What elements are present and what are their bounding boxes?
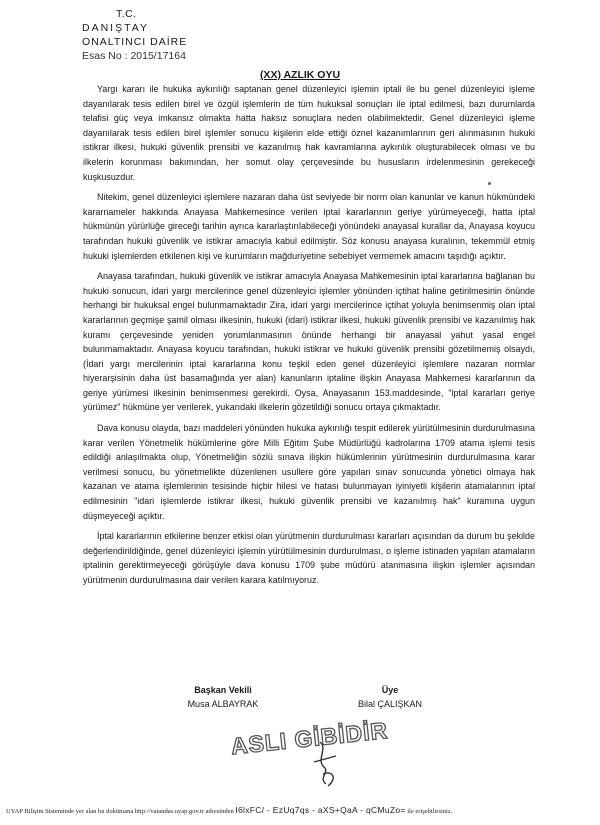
footer-suffix: ile erişebilirsiniz. [407,808,453,815]
footer-prefix: UYAP Bilişim Sisteminde yer alan bu dokümana http://vatandas.uyap.gov.tr adresinden [6,808,234,815]
stray-mark [488,182,491,185]
president-role: Başkan Vekili [194,685,252,695]
case-label: Esas No [82,50,122,62]
stamp-text: ASLI GİBİDİR [229,717,390,760]
paragraph: Dava konusu olayda, bazı maddeleri yönünden hukuka aykırılığı tespit edilerek yürütülmesinin durdurulmasına karar verilen Yönetmelik hükümlerine göre Milli Eğitim Şube Müdürlüğü kadrolarına 1709 atama işlemi tesis edildiği anlaşılmakta olup, Yönetmeliğin sözlü sınava ilişkin hükümlerinin yürütmesinin durdurulmasına karar verilmesi sonucu, bu yönetmelikte düzenlenen usullere göre yapılan sınav sonucunda yönetici olmaya hak kazanan ve atama işlemlerinin tesisinde hiçbir hilesi ve hatası bulunmayan iyiniyetli kişilerin atamalarının iptal edilmesinin "idari işlemlerde istikrar ilkesi, hukuki güvenlik prensibi ve kazanılmış hak" kuramına uygun düşmeyeceği açıktır. [83,423,535,521]
verification-code[interactable]: I6lxFC/ - EzUq7qs - aXS+QaA - qCMuZo= [235,805,406,815]
case-number-line [82,49,187,63]
president-name: Musa ALBAYRAK [187,699,259,709]
member-signature-block [335,683,445,711]
member-role: Üye [381,685,399,695]
document-header [82,7,187,63]
stamp-lettering [230,717,390,759]
department-name: ONALTINCI DAİRE [82,36,188,48]
paragraph: Nitekim, genel düzenleyici işlemlere nazaran daha üst seviyede bir norm olan kanunlar ve kanun hükmündeki kararnameler hakkında Anayasa Mahkemesince verilen iptal kararlarının geriye yürümeyeceği, hatta iptal hükmünün yürürlüğe gireceği tarihin ayrıca kararlaştırılabileceği yönündeki anayasal kurallar da, Anayasa koyucu tarafından hukuki güvenlik ve istikrar amacıyla kabul edilmiştir. Söz konusu anayasa kuralının, tekemmül etmiş hukuki işlemlerden etkilenen kişi ve kurumların mağduriyetine sebebiyet vermemek amacını taşıdığı açıktır. [83,192,535,261]
opinion-title: (XX) AZLIK OYU [259,69,341,81]
original-copy-stamp [228,712,390,792]
president-signature-block [168,683,278,711]
opinion-body [83,82,535,594]
republic-label: T.C. [116,8,137,20]
paragraph: İptal kararlarının etkilerine benzer etkisi olan yürütmenin durdurulması kararları açısından da durum bu şekilde değerlendirildiğinde, genel düzenleyici işlemin yürütülmesinin durdurulması, o işleme istinaden yapılan atamaların iptalinin gerektirmeyeceği görüşüyle dava konusu 1709 şube müdürü atanmasına ilişkin işlemler açısından yürütmenin durdurulmasına dair verilen karara katılmıyoruz. [83,531,535,585]
case-separator: : [121,50,131,62]
paragraph: Yargı kararı ile hukuka aykırılığı saptanan genel düzenleyici işlemin iptali ile bu genel düzenleyici işleme dayanılarak tesis edilen birel ve özgül işlemlerin de tüm hukuksal sonuçları ile iptal edilmesi, bazı durumlarda telafisi güç veya imkansız olmakta hatta haksız sonuçlara neden olabilmektedir. Genel düzenleyici işleme dayanılarak tesis edilen birel işlemler sonucu kişilerin elde ettiği öznel kazanımlarının geri alınmasının hukuki istikrar ilkesi, hukuki güvenlik prensibi ve kazanılmış hak kavramlarına aykırılık oluşturabilecek olması ve bu ilkelerin korunması bakımından, her somut olay çerçevesinde bu hususların irdelenmesinin gerekeceği kuşkusuzdur. [83,84,535,182]
case-number: 2015/17164 [130,50,186,62]
footer-verification [6,805,596,815]
court-name: DANIŞTAY [82,22,149,34]
member-name: Bilal ÇALIŞKAN [357,699,423,709]
paragraph: Anayasa tarafından, hukuki güvenlik ve istikrar amacıyla Anayasa Mahkemesinin iptal kararlarına bağlanan bu hukuki sonucun, idari yargı mercilerince genel düzenleyici işlemler yönünden içtihat haline getirilmesinin önünde herhangi bir hukuksal engel bulunmamaktadır Zira, idari yargı mercilerince içtihat yoluyla benimsenmiş olan iptal kararlarının geçmişe şamil olması ilkesinin, hukuki (idari) istikrar ilkesi, hukuki güvenlik prensibi ve kazanılmış hak kuramı çerçevesinde yeniden yorumlanmasının önünde herhangi bir anayasal yahut yasal engel bulunmamaktadır. Anayasa koyucu tarafından, hukuki istikrar ve hukuki güvenlik prensibi gözetilmemiş olsaydı, (İdari yargı mercilerinin iptal kararlarına konu teşkil eden genel düzenleyici işlemlere nazaran normlar hiyerarşisinin daha üst basamağında yer alan) kanunların iptaline ilişkin Anayasa Mahkemesi kararlarının da geriye yürümesi ilkesinin benimsenmesi gerekirdi. Oysa, Anayasanın 153.maddesinde, "iptal kararları geriye yürümez" hükmüne yer verilerek, yukarıdaki ilkelerin gözetildiği sonucu ortaya çıkmaktadır. [83,271,535,413]
